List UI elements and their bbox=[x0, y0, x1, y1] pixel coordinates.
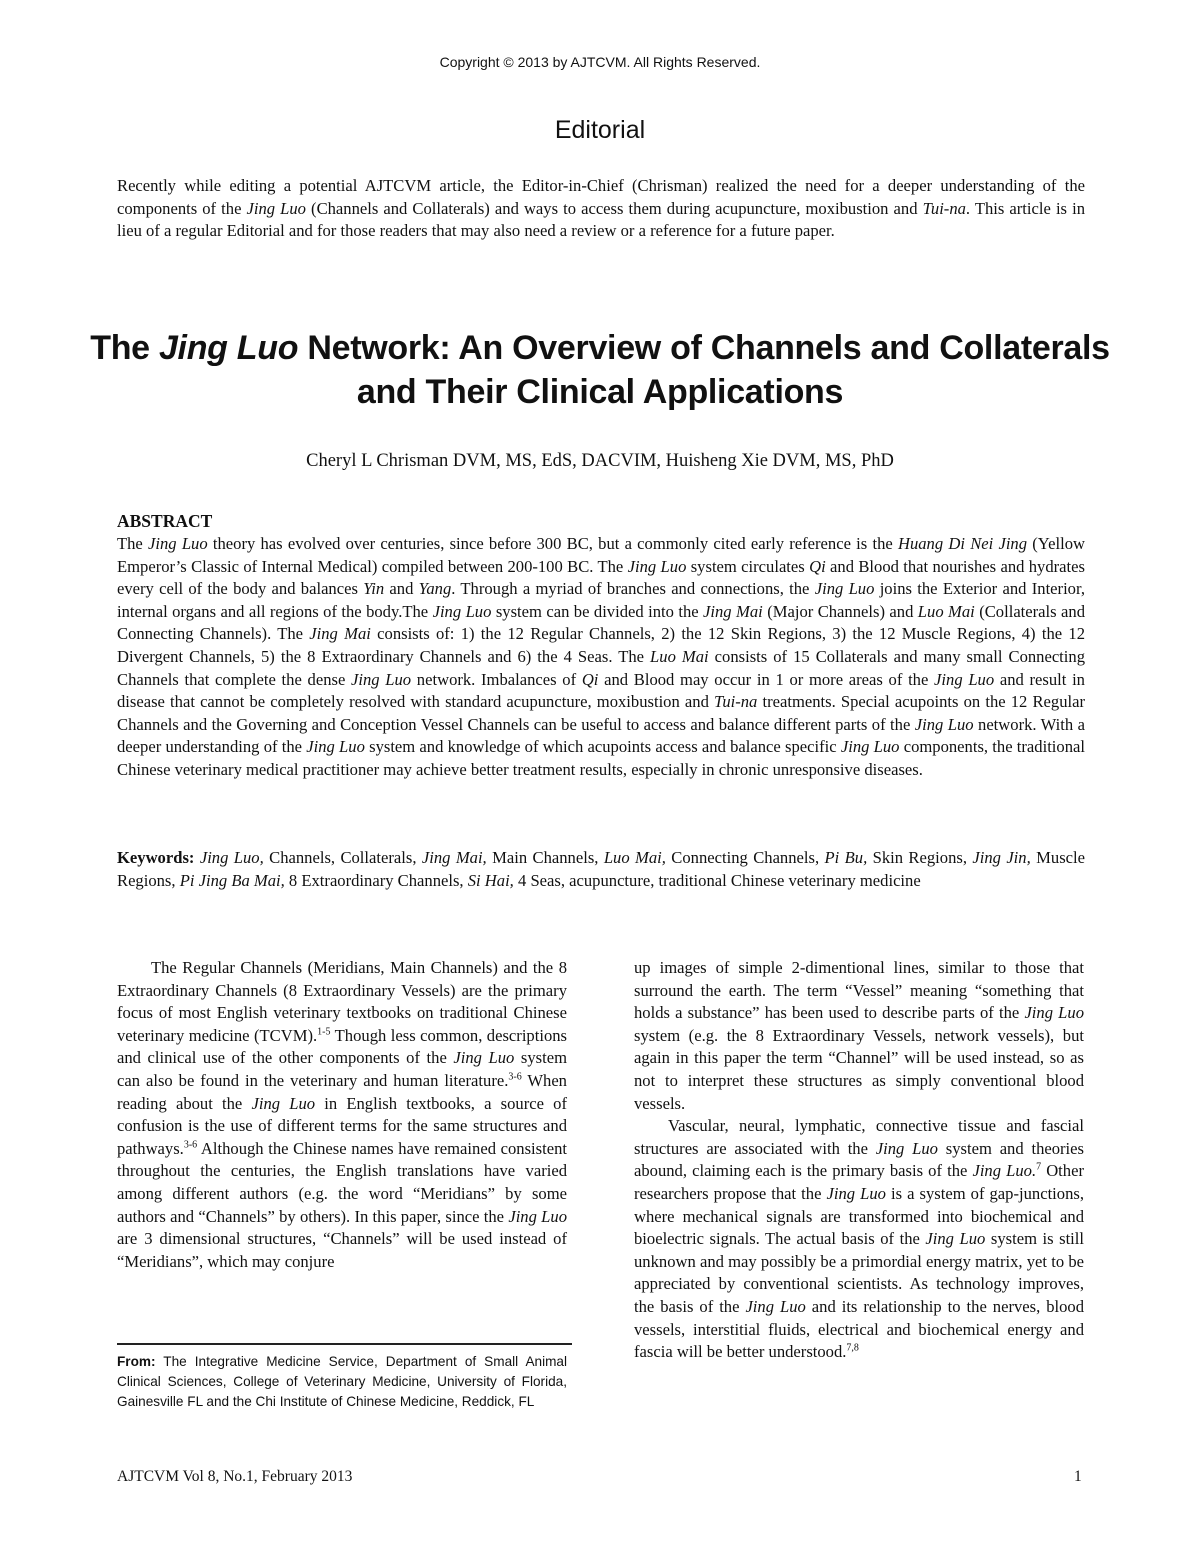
text-run: 8 Extraordinary Channels, bbox=[284, 870, 468, 890]
italic-term: Jing Luo bbox=[826, 1183, 886, 1203]
text-run: The Regular Channels (Meridians, Main Channels) and the 8 Extraordinary Channels (8 Extraordinary Vessels) are the primary focus of most English veterinary textbooks on traditional Chinese veterinary medicine (TCVM). bbox=[117, 958, 567, 1045]
citation-superscript: 3-6 bbox=[508, 1071, 522, 1083]
italic-term: Jing Luo bbox=[246, 198, 306, 218]
author-list: Cheryl L Chrisman DVM, MS, EdS, DACVIM, Huisheng Xie DVM, MS, PhD bbox=[306, 451, 894, 471]
text-run: Muscle Regions, bbox=[117, 848, 1085, 890]
italic-term: Tui-na bbox=[922, 198, 966, 218]
affiliation-label: From: bbox=[117, 1354, 156, 1369]
italic-term: Jing Luo. bbox=[972, 1161, 1037, 1181]
text-run: (Channels and Collaterals) and ways to access them during acupuncture, moxibustion and bbox=[305, 198, 923, 218]
text-run: consists of 15 Collaterals and many small Connecting Channels that complete the dense bbox=[117, 646, 1085, 689]
citation-superscript: 1-5 bbox=[317, 1026, 331, 1038]
text-run: theory has evolved over centuries, since before 300 BC, but a commonly cited early reference is the bbox=[207, 534, 898, 553]
text-run: system can be divided into the bbox=[491, 601, 704, 621]
italic-term: Yin bbox=[363, 579, 385, 599]
text-run: network. With a deeper understanding of the bbox=[117, 714, 1085, 757]
italic-term: Huang Di Nei Jing bbox=[897, 534, 1028, 553]
text-run: network. Imbalances of bbox=[411, 669, 582, 689]
keywords-paragraph bbox=[117, 847, 1085, 892]
text-run: Though less common, descriptions and clinical use of the other components of the bbox=[117, 1025, 567, 1068]
affiliation-divider bbox=[117, 1343, 572, 1345]
italic-term: Jing Luo bbox=[432, 601, 492, 621]
text-run: treatments. Special acupoints on the 12 Regular Channels and the Governing and Conception Vessel Channels can be useful to access and balance different parts of the bbox=[117, 692, 1085, 734]
italic-term: Tui-na bbox=[714, 692, 758, 712]
editorial-heading: Editorial bbox=[554, 116, 646, 144]
italic-term: Jing Luo bbox=[306, 737, 365, 757]
text-run: and Blood that nourishes and hydrates every cell of the body and balances bbox=[117, 556, 1085, 599]
italic-term: Pi Bu, bbox=[824, 848, 868, 867]
text-run: system circulates bbox=[686, 556, 810, 576]
italic-term: Jing Luo bbox=[1024, 1003, 1084, 1023]
keywords-list bbox=[117, 848, 1085, 890]
italic-term: Qi bbox=[809, 556, 826, 576]
body-column-right bbox=[634, 957, 1084, 1364]
citation-superscript: 7,8 bbox=[846, 1342, 859, 1354]
text-run: Although the Chinese names have remained consistent throughout the centuries, the English translations have varied among different authors (e.g. the word “Meridians” by some authors and “Channels” by others). In this paper, since the bbox=[117, 1138, 567, 1226]
body-column-left bbox=[117, 957, 567, 1273]
text-run: system and knowledge of which acupoints access and balance specific bbox=[364, 737, 841, 757]
italic-term: Jing Luo bbox=[351, 669, 412, 689]
affiliation-text: The Integrative Medicine Service, Department of Small Animal Clinical Sciences, College of Veterinary Medicine, University of Florida, Gainesville FL and the Chi Institute of Chinese Medicine, Reddick, FL bbox=[117, 1354, 567, 1409]
italic-term: Luo Mai bbox=[917, 601, 975, 621]
italic-term: Jing Luo bbox=[148, 534, 208, 553]
text-run: consists of: 1) the 12 Regular Channels, 2) the 12 Skin Regions, 3) the 12 Muscle Regions, 4) the 12 Divergent Channels, 5) the 8 Extraordinary Channels and 6) the 4 Seas. The bbox=[117, 624, 1085, 666]
text-run: and its relationship to the nerves, blood vessels, interstitial fluids, electrical and biochemical energy and fascia will be better understood. bbox=[634, 1296, 1085, 1362]
italic-term: Jing Luo bbox=[925, 1229, 986, 1249]
text-run: system is still unknown and may possibly be a primordial energy matrix, yet to be appreciated by conventional scientists. As technology improves, the basis of the bbox=[634, 1229, 1085, 1316]
italic-term: Jing Luo bbox=[934, 669, 995, 689]
text-run: Main Channels, bbox=[486, 848, 604, 867]
text-run: Other researchers propose that the bbox=[634, 1161, 1084, 1203]
italic-term: Si Hai, bbox=[467, 870, 514, 890]
italic-term: Jing Luo bbox=[814, 579, 875, 599]
italic-term: Jing Jin, bbox=[972, 848, 1031, 867]
text-run: (Collaterals and Connecting Channels). The bbox=[117, 601, 1086, 644]
text-run: up images of simple 2-dimentional lines, similar to those that surround the earth. The term “Vessel” meaning “something that holds a substance” has been used to describe parts of the bbox=[634, 958, 1084, 1023]
italic-term: Jing Luo bbox=[627, 556, 687, 576]
text-run: . This article is in lieu of a regular Editorial and for those readers that may also need a review or a reference for a future paper. bbox=[117, 198, 1085, 241]
text-run: Channels, Collaterals, bbox=[263, 848, 422, 867]
text-run: system (e.g. the 8 Extraordinary Vessels, network vessels), but again in this paper the term “Channel” will be used instead, so as not to interpret these structures as simply conventional blood vessels. bbox=[634, 1025, 1084, 1113]
italic-term: Jing Luo bbox=[251, 1093, 316, 1113]
body-paragraph bbox=[634, 1115, 1084, 1364]
citation-superscript: 7 bbox=[1036, 1161, 1042, 1173]
italic-term: Jing Luo bbox=[914, 714, 974, 734]
citation-superscript: 3-6 bbox=[183, 1139, 198, 1151]
text-run: Vascular, neural, lymphatic, connective tissue and fascial structures are associated with the bbox=[634, 1116, 1084, 1158]
italic-term: Luo Mai bbox=[650, 646, 709, 666]
affiliation-note bbox=[117, 1352, 567, 1412]
text-run: are 3 dimensional structures, “Channels” will be used instead of “Meridians”, which may conjure bbox=[117, 1229, 567, 1271]
text-run: (Yellow Emperor’s Classic of Internal Medical) compiled between 200-100 BC. The bbox=[117, 534, 1085, 576]
text-run: Skin Regions, bbox=[867, 848, 973, 867]
italic-term: Jing Mai bbox=[703, 601, 763, 621]
copyright-notice: Copyright © 2013 by AJTCVM. All Rights Reserved. bbox=[439, 54, 761, 70]
italic-term: Yang bbox=[418, 579, 452, 599]
page-number: 1 bbox=[1074, 1468, 1082, 1485]
title-italic: Jing Luo bbox=[158, 329, 299, 367]
italic-term: Jing Luo bbox=[840, 737, 900, 757]
title-part-2: Network: An Overview of Channels and Collaterals and Their Clinical Applications bbox=[298, 329, 1110, 411]
italic-term: Jing Luo bbox=[453, 1048, 515, 1068]
body-paragraph bbox=[117, 957, 567, 1273]
text-run: and Blood may occur in 1 or more areas of the bbox=[598, 669, 935, 689]
title-part-1: The bbox=[90, 329, 159, 367]
footer-journal-info: AJTCVM Vol 8, No.1, February 2013 bbox=[117, 1468, 353, 1485]
italic-term: Jing Luo bbox=[745, 1296, 806, 1316]
text-run: system and theories abound, claiming each is the primary basis of the bbox=[634, 1138, 1084, 1181]
italic-term: Pi Jing Ba Mai, bbox=[179, 870, 285, 890]
text-run: Recently while editing a potential AJTCVM article, the Editor-in-Chief (Chrisman) realized the need for a deeper understanding of the components of the bbox=[117, 176, 1085, 218]
italic-term: Jing Luo bbox=[875, 1138, 938, 1158]
text-run: is a system of gap-junctions, where mechanical signals are transformed into biochemical and bioelectric signals. The actual basis of the bbox=[634, 1183, 1084, 1249]
abstract-paragraph bbox=[117, 533, 1085, 782]
italic-term: Jing Luo bbox=[508, 1206, 567, 1226]
article-title bbox=[60, 326, 1140, 414]
keywords-label: Keywords: bbox=[117, 848, 195, 867]
editorial-paragraph bbox=[117, 175, 1085, 243]
text-run: and bbox=[384, 579, 419, 599]
text-run: When reading about the bbox=[117, 1070, 567, 1113]
italic-term: Qi bbox=[581, 669, 599, 689]
text-run: . Through a myriad of branches and connections, the bbox=[451, 579, 815, 599]
text-run: 4 Seas, acupuncture, traditional Chinese veterinary medicine bbox=[513, 870, 921, 890]
text-run: Connecting Channels, bbox=[665, 848, 825, 867]
italic-term: Jing Luo, bbox=[199, 848, 264, 867]
text-run: system can also be found in the veterinary and human literature. bbox=[117, 1048, 567, 1090]
text-run: in English textbooks, a source of confusion is the use of different terms for the same structures and pathways. bbox=[117, 1093, 567, 1158]
italic-term: Jing Mai, bbox=[421, 848, 487, 867]
body-paragraph bbox=[634, 957, 1084, 1115]
text-run: components, the traditional Chinese veterinary medical practitioner may achieve better treatment results, especially in chronic unresponsive diseases. bbox=[117, 737, 1085, 779]
text-run: and result in disease that cannot be completely resolved with standard acupuncture, moxibustion and bbox=[117, 669, 1085, 712]
italic-term: Jing Mai bbox=[309, 624, 371, 644]
abstract-heading: ABSTRACT bbox=[117, 511, 213, 531]
text-run: (Major Channels) and bbox=[762, 601, 918, 621]
text-run: joins the Exterior and Interior, internal organs and all regions of the body.The bbox=[117, 579, 1085, 621]
text-run: The bbox=[117, 534, 149, 553]
italic-term: Luo Mai, bbox=[603, 848, 666, 867]
